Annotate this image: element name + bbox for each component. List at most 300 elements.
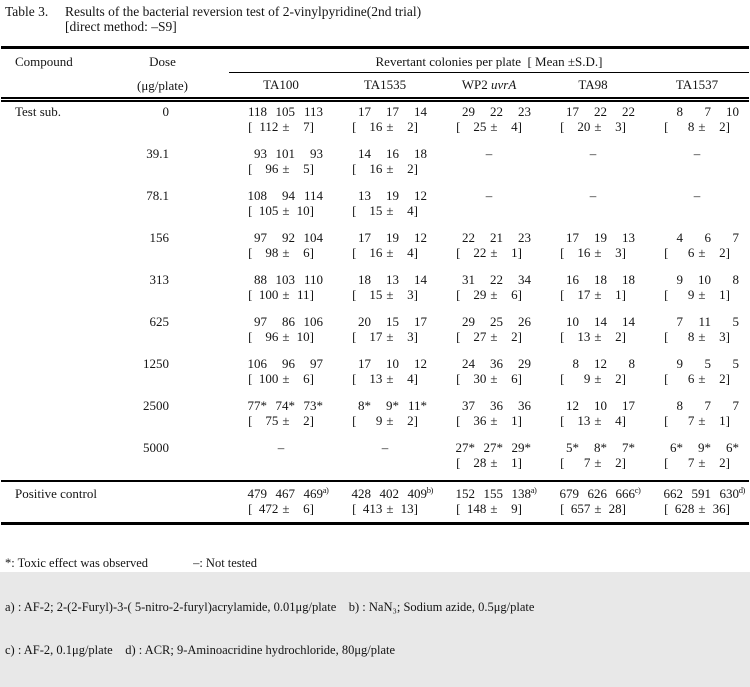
- colony-count: 26: [518, 314, 531, 329]
- strain-cell: [333, 272, 437, 312]
- colony-count: 97: [254, 314, 267, 329]
- colony-count: 10: [698, 272, 711, 287]
- colony-count: 36: [518, 398, 531, 413]
- close-bracket: ]: [621, 329, 626, 344]
- colony-count: 96: [282, 356, 295, 371]
- colony-count: 13: [386, 272, 399, 287]
- sd-value: 6: [303, 501, 310, 516]
- close-bracket: ]: [413, 413, 418, 428]
- mean-value: 13: [577, 413, 591, 428]
- mean-value: 13: [577, 329, 591, 344]
- colony-count: 10: [386, 356, 399, 371]
- mean-value: 7: [583, 455, 591, 470]
- colony-count: 22: [622, 104, 635, 119]
- strain-cell: [645, 314, 749, 354]
- colony-count: 29: [462, 314, 475, 329]
- colony-count: 12: [566, 398, 579, 413]
- mean-sd: [437, 501, 541, 516]
- mean-sd: [333, 161, 437, 176]
- plus-minus: ±: [282, 371, 290, 386]
- plus-minus: ±: [594, 413, 602, 428]
- sd-value: 2: [615, 371, 622, 386]
- colony-count: 73*: [303, 398, 323, 413]
- colony-count: 13: [358, 188, 371, 203]
- mean-sd: [333, 371, 437, 386]
- plus-minus: ±: [282, 501, 290, 516]
- close-bracket: ]: [725, 329, 730, 344]
- plus-minus: ±: [386, 287, 394, 302]
- strain-cell: [437, 398, 541, 438]
- plus-minus: ±: [698, 455, 706, 470]
- open-bracket: [: [664, 501, 669, 516]
- sd-value: 2: [303, 413, 310, 428]
- not-tested-dash: –: [381, 440, 389, 455]
- plus-minus: ±: [386, 161, 394, 176]
- footnote-marker: a): [322, 485, 329, 495]
- colony-count: 104: [303, 230, 323, 245]
- strain-cell: [437, 272, 541, 312]
- plus-minus: ±: [282, 119, 290, 134]
- plus-minus: ±: [594, 501, 602, 516]
- open-bracket: [: [664, 371, 669, 386]
- strain-cell: [229, 272, 333, 312]
- strain-header: TA98: [578, 77, 608, 92]
- colony-values: [333, 230, 437, 245]
- plus-minus: ±: [698, 119, 706, 134]
- mean-value: 413: [362, 501, 383, 516]
- not-tested-dash: –: [485, 188, 493, 203]
- mean-sd: [333, 245, 437, 260]
- open-bracket: [: [456, 119, 461, 134]
- close-bracket: ]: [621, 413, 626, 428]
- colony-values: [645, 230, 749, 245]
- footnote-line-2: a) : AF-2; 2-(2-Furyl)-3-( 5-nitro-2-furyl)acrylamide, 0.01μg/plate b) : NaN₃; Sodium azide, 0.5μg/plate: [5, 599, 535, 614]
- mean-sd: [437, 287, 541, 302]
- colony-count: 97: [310, 356, 323, 371]
- table-caption-line2: [direct method: –S9]: [65, 19, 177, 34]
- colony-values: [229, 486, 333, 501]
- sd-value: 3: [407, 287, 414, 302]
- close-bracket: ]: [621, 287, 626, 302]
- colony-count: 37: [462, 398, 475, 413]
- strain-cell: [229, 486, 333, 522]
- sd-value: 1: [719, 413, 726, 428]
- footnote-line-1: [5, 556, 534, 571]
- open-bracket: [: [560, 501, 565, 516]
- colony-count: 19: [386, 230, 399, 245]
- sd-value: 2: [615, 329, 622, 344]
- open-bracket: [: [664, 287, 669, 302]
- dose-row: [1, 354, 749, 396]
- sd-value: 7: [303, 119, 310, 134]
- plus-minus: ±: [594, 245, 602, 260]
- mean-value: 657: [570, 501, 591, 516]
- close-bracket: ]: [725, 245, 730, 260]
- dose-value: 0: [162, 104, 169, 119]
- colony-count: 14: [414, 104, 427, 119]
- bottom-rule: [1, 522, 749, 525]
- close-bracket: ]: [725, 501, 730, 516]
- close-bracket: ]: [621, 455, 626, 470]
- colony-count: 22: [490, 272, 503, 287]
- plus-minus: ±: [282, 287, 290, 302]
- sd-value: 1: [511, 455, 518, 470]
- open-bracket: [: [456, 501, 461, 516]
- dose-row: [1, 312, 749, 354]
- close-bracket: ]: [725, 413, 730, 428]
- plus-minus: ±: [490, 455, 498, 470]
- strain-header: WP2 uvrA: [461, 77, 517, 92]
- plus-minus: ±: [490, 287, 498, 302]
- plus-minus: ±: [282, 203, 290, 218]
- mean-sd: [645, 413, 749, 428]
- colony-count: 12: [594, 356, 607, 371]
- colony-count: 9*: [698, 440, 711, 455]
- close-bracket: ]: [725, 119, 730, 134]
- colony-count: 88: [254, 272, 267, 287]
- compound-cell: Test sub.: [15, 104, 62, 119]
- colony-count: 9: [676, 272, 683, 287]
- colony-values: [645, 272, 749, 287]
- close-bracket: ]: [725, 371, 730, 386]
- colony-count: 27*: [455, 440, 475, 455]
- colony-count: 12: [414, 188, 427, 203]
- colony-count: 14: [594, 314, 607, 329]
- colony-values: [229, 398, 333, 413]
- close-bracket: ]: [309, 119, 314, 134]
- mean-sd: [229, 119, 333, 134]
- strain-header-italic: uvrA: [490, 77, 517, 92]
- colony-values: [541, 272, 645, 287]
- mean-sd: [229, 161, 333, 176]
- colony-values: [437, 230, 541, 245]
- colony-values: [333, 398, 437, 413]
- mean-sd: [437, 455, 541, 470]
- colony-count: 4: [676, 230, 683, 245]
- mean-value: 30: [473, 371, 487, 386]
- dose-row: [1, 228, 749, 270]
- not-tested-dash: –: [693, 188, 701, 203]
- mean-sd: [541, 119, 645, 134]
- not-tested-dash: –: [485, 146, 493, 161]
- colony-values: [437, 146, 541, 161]
- close-bracket: ]: [517, 413, 522, 428]
- strain-cell: [333, 188, 437, 228]
- colony-count: 31: [462, 272, 475, 287]
- sd-value: 4: [407, 245, 414, 260]
- colony-count: 11: [698, 314, 711, 329]
- mean-value: 7: [687, 455, 695, 470]
- strain-cell: [541, 314, 645, 354]
- sd-value: 2: [407, 161, 414, 176]
- sd-value: 1: [615, 287, 622, 302]
- strain-cell: [437, 486, 541, 522]
- strain-header: TA1537: [675, 77, 719, 92]
- strain-cell: [437, 146, 541, 186]
- close-bracket: ]: [517, 371, 522, 386]
- sd-value: 6: [511, 287, 518, 302]
- close-bracket: ]: [517, 501, 522, 516]
- mean-sd: [437, 413, 541, 428]
- colony-count: 8: [676, 104, 683, 119]
- colony-count: 110: [303, 272, 323, 287]
- strain-cell: [541, 104, 645, 144]
- colony-values: [437, 188, 541, 203]
- compound-cell: [1, 398, 96, 438]
- dose-value: 5000: [143, 440, 169, 455]
- strain-cell: [541, 146, 645, 186]
- not-tested-dash: –: [589, 146, 597, 161]
- colony-count: 17: [358, 104, 371, 119]
- colony-values: [645, 314, 749, 329]
- mean-sd: [541, 413, 645, 428]
- strain-cell: [229, 440, 333, 480]
- colony-count: 16: [386, 146, 399, 161]
- close-bracket: ]: [517, 119, 522, 134]
- colony-count: 17: [566, 104, 579, 119]
- colony-values: [541, 104, 645, 119]
- mean-value: 16: [369, 245, 383, 260]
- colony-values: [229, 104, 333, 119]
- mean-sd: [333, 329, 437, 344]
- open-bracket: [: [352, 329, 357, 344]
- not-tested-dash: –: [277, 440, 285, 455]
- open-bracket: [: [456, 329, 461, 344]
- open-bracket: [: [248, 287, 253, 302]
- colony-count: 18: [358, 272, 371, 287]
- footnotes: [5, 527, 534, 687]
- plus-minus: ±: [698, 287, 706, 302]
- close-bracket: ]: [413, 371, 418, 386]
- compound-cell: [1, 440, 96, 480]
- colony-count: 34: [518, 272, 531, 287]
- colony-values: [645, 398, 749, 413]
- colony-count: 29: [462, 104, 475, 119]
- colony-count: 666 c): [615, 485, 641, 501]
- plus-minus: ±: [282, 245, 290, 260]
- dose-row: [1, 438, 749, 480]
- mean-value: 75: [265, 413, 279, 428]
- mean-sd: [437, 245, 541, 260]
- strain-cell: [229, 230, 333, 270]
- mean-value: 27: [473, 329, 487, 344]
- colony-count: 25: [490, 314, 503, 329]
- colony-values: [437, 356, 541, 371]
- strain-cell: [229, 356, 333, 396]
- strain-cell: [645, 356, 749, 396]
- plus-minus: ±: [490, 413, 498, 428]
- colony-values: [645, 356, 749, 371]
- strain-cell: [437, 314, 541, 354]
- table-title: [5, 4, 421, 34]
- colony-count: 7: [704, 398, 711, 413]
- close-bracket: ]: [517, 455, 522, 470]
- close-bracket: ]: [413, 287, 418, 302]
- colony-values: [437, 104, 541, 119]
- colony-count: 23: [518, 230, 531, 245]
- colony-count: 93: [310, 146, 323, 161]
- mean-value: 96: [265, 161, 279, 176]
- colony-values: [333, 356, 437, 371]
- open-bracket: [: [352, 119, 357, 134]
- mean-sd: [645, 455, 749, 470]
- colony-values: [541, 230, 645, 245]
- compound-cell: [1, 146, 96, 186]
- mean-sd: [229, 203, 333, 218]
- strain-cell: [645, 440, 749, 480]
- open-bracket: [: [456, 287, 461, 302]
- positive-control-row: [1, 482, 749, 522]
- header-spacer: [1, 73, 96, 97]
- colony-count: 469 a): [303, 485, 329, 501]
- colony-count: 74*: [275, 398, 295, 413]
- strain-cell: [645, 272, 749, 312]
- colony-count: 105: [275, 104, 295, 119]
- colony-values: [229, 146, 333, 161]
- sd-value: 4: [511, 119, 518, 134]
- sd-value: 3: [719, 329, 726, 344]
- strain-cell: [437, 104, 541, 144]
- colony-count: 679: [559, 486, 579, 501]
- strain-cell: [333, 104, 437, 144]
- close-bracket: ]: [621, 371, 626, 386]
- mean-value: 17: [577, 287, 591, 302]
- sd-value: 2: [719, 371, 726, 386]
- plus-minus: ±: [698, 371, 706, 386]
- colony-count: 113: [303, 104, 323, 119]
- colony-count: 626: [587, 486, 607, 501]
- sd-value: 3: [615, 119, 622, 134]
- plus-minus: ±: [386, 119, 394, 134]
- compound-cell: [1, 188, 96, 228]
- colony-count: 428: [351, 486, 371, 501]
- mean-value: 16: [369, 119, 383, 134]
- sd-value: 4: [407, 203, 414, 218]
- strain-cell: [437, 230, 541, 270]
- colony-values: [645, 440, 749, 455]
- colony-count: 18: [622, 272, 635, 287]
- colony-values: [229, 356, 333, 371]
- dose-value: 1250: [143, 356, 169, 371]
- colony-count: 402: [379, 486, 399, 501]
- dose-value: 39.1: [146, 146, 169, 161]
- strain-header: TA1535: [363, 77, 407, 92]
- mean-sd: [437, 371, 541, 386]
- open-bracket: [: [248, 161, 253, 176]
- colony-count: 14: [414, 272, 427, 287]
- mean-value: 22: [473, 245, 487, 260]
- colony-count: 591: [691, 486, 711, 501]
- strain-cell: [229, 146, 333, 186]
- open-bracket: [: [352, 287, 357, 302]
- colony-count: 9*: [386, 398, 399, 413]
- footnote-marker: d): [738, 485, 745, 495]
- mean-sd: [333, 203, 437, 218]
- plus-minus: ±: [386, 245, 394, 260]
- colony-count: 5: [732, 356, 739, 371]
- close-bracket: ]: [621, 245, 626, 260]
- strain-header: TA100: [263, 77, 299, 92]
- open-bracket: [: [560, 413, 565, 428]
- open-bracket: [: [352, 413, 357, 428]
- footnote-not-tested: –: Not tested: [193, 556, 257, 570]
- strain-cell: [333, 398, 437, 438]
- sd-value: 1: [511, 245, 518, 260]
- sd-value: 6: [511, 371, 518, 386]
- colony-count: 152: [455, 486, 475, 501]
- strain-cell: [541, 230, 645, 270]
- strain-cell: [541, 440, 645, 480]
- colony-count: 17: [358, 230, 371, 245]
- colony-count: 18: [414, 146, 427, 161]
- colony-count: 103: [275, 272, 295, 287]
- strain-cell: [333, 440, 437, 480]
- colony-count: 118: [247, 104, 267, 119]
- sd-value: 36: [712, 501, 726, 516]
- open-bracket: [: [560, 287, 565, 302]
- open-bracket: [: [248, 329, 253, 344]
- strain-cell: [541, 272, 645, 312]
- mean-value: 6: [687, 371, 695, 386]
- open-bracket: [: [664, 119, 669, 134]
- sd-value: 6: [303, 245, 310, 260]
- colony-count: 77*: [247, 398, 267, 413]
- colony-count: 18: [594, 272, 607, 287]
- sd-value: 3: [407, 329, 414, 344]
- footnote-marker: a): [530, 485, 537, 495]
- strain-cell: [541, 398, 645, 438]
- dose-value: 625: [149, 314, 169, 329]
- mean-value: 15: [369, 203, 383, 218]
- colony-count: 19: [594, 230, 607, 245]
- mean-sd: [333, 287, 437, 302]
- close-bracket: ]: [309, 501, 314, 516]
- mean-sd: [645, 501, 749, 516]
- colony-count: 6: [704, 230, 711, 245]
- mean-sd: [229, 245, 333, 260]
- mean-value: 16: [577, 245, 591, 260]
- colony-values: [541, 314, 645, 329]
- footnote-toxic: *: Toxic effect was observed: [5, 556, 149, 570]
- strain-cell: [437, 188, 541, 228]
- table-body: [1, 102, 749, 480]
- colony-count: 93: [254, 146, 267, 161]
- colony-values: [229, 440, 333, 455]
- plus-minus: ±: [594, 371, 602, 386]
- colony-count: 22: [490, 104, 503, 119]
- plus-minus: ±: [386, 371, 394, 386]
- open-bracket: [: [248, 245, 253, 260]
- colony-values: [645, 188, 749, 203]
- results-table: [1, 46, 749, 525]
- colony-count: 21: [490, 230, 503, 245]
- strain-cell: [541, 188, 645, 228]
- open-bracket: [: [248, 119, 253, 134]
- colony-count: 7: [676, 314, 683, 329]
- mean-value: 98: [265, 245, 279, 260]
- open-bracket: [: [456, 413, 461, 428]
- strain-cell: [541, 486, 645, 522]
- open-bracket: [: [664, 245, 669, 260]
- colony-values: [541, 356, 645, 371]
- dose-value: 78.1: [146, 188, 169, 203]
- colony-count: 15: [386, 314, 399, 329]
- colony-values: [333, 104, 437, 119]
- colony-count: 138 a): [511, 485, 537, 501]
- mean-sd: [229, 371, 333, 386]
- colony-count: 409 b): [407, 485, 433, 501]
- mean-sd: [645, 287, 749, 302]
